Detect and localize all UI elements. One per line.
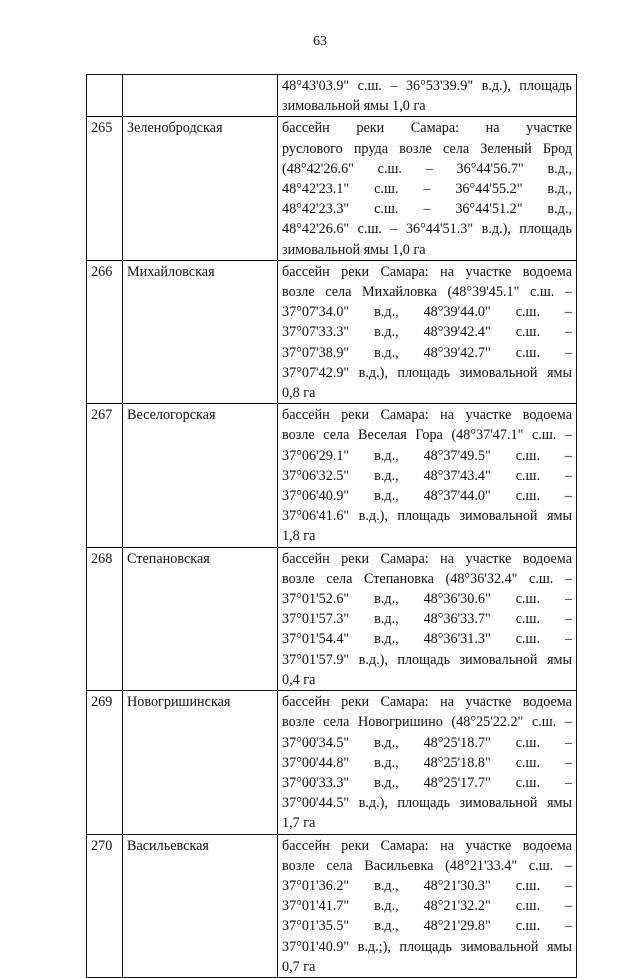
wintering-pits-table <box>86 74 577 978</box>
description-line: 37°07'38.9" в.д., 48°39'42.7" с.ш. – <box>282 344 572 361</box>
description-line: 37°01'54.4" в.д., 48°36'31.3" с.ш. – <box>282 631 572 648</box>
description-line: 1,8 га <box>282 528 316 545</box>
description-line: 37°07'34.0" в.д., 48°39'44.0" с.ш. – <box>282 304 572 321</box>
site-name: Зеленобродская <box>123 117 278 260</box>
description-line: 48°43'03.9" с.ш. – 36°53'39.9" в.д.), площадь <box>282 78 572 94</box>
row-number: 267 <box>87 404 123 547</box>
description-line: зимовальной ямы 1,0 га <box>282 98 426 115</box>
description-line: 48°42'23.3" с.ш. – 36°44'51.2" в.д., <box>282 201 572 218</box>
description-line: 0,7 га <box>282 958 316 975</box>
description-line: 37°06'32.5" в.д., 48°37'43.4" с.ш. – <box>282 467 572 484</box>
table-row <box>87 404 577 547</box>
site-name: Веселогорская <box>123 404 278 547</box>
description-line: возле села Веселая Гора (48°37'47.1" с.ш. – <box>282 427 572 444</box>
description-line: 37°00'44.8" в.д., 48°25'18.8" с.ш. – <box>282 754 572 771</box>
description-line: возле села Новогришино (48°25'22.2" с.ш. – <box>282 714 572 731</box>
description-line: бассейн реки Самара: на участке водоема <box>282 407 572 424</box>
table-row <box>87 75 577 117</box>
description-line: 37°01'40.9" в.д.;), площадь зимовальной ямы <box>282 938 572 955</box>
description-line: 37°01'36.2" в.д., 48°21'30.3" с.ш. – <box>282 877 572 894</box>
table-row <box>87 834 577 977</box>
description-line: 1,7 га <box>282 815 316 832</box>
site-description <box>278 75 577 117</box>
description-line: возле села Степановка (48°36'32.4" с.ш. – <box>282 570 572 587</box>
site-name: Степановская <box>123 547 278 690</box>
site-description <box>278 404 577 547</box>
site-description <box>278 691 577 834</box>
description-line: 48°42'23.1" с.ш. – 36°44'55.2" в.д., <box>282 181 572 198</box>
description-line: 37°01'52.6" в.д., 48°36'30.6" с.ш. – <box>282 591 572 608</box>
site-description <box>278 834 577 977</box>
description-line: возле села Васильевка (48°21'33.4" с.ш. – <box>282 857 572 874</box>
description-line: 37°01'57.9" в.д.), площадь зимовальной ямы <box>282 651 572 668</box>
description-line: 37°01'57.3" в.д., 48°36'33.7" с.ш. – <box>282 611 572 628</box>
description-line: 37°06'41.6" в.д.), площадь зимовальной ямы <box>282 508 572 525</box>
description-line: 37°06'40.9" в.д., 48°37'44.0" с.ш. – <box>282 488 572 505</box>
description-line: 37°06'29.1" в.д., 48°37'49.5" с.ш. – <box>282 447 572 464</box>
description-line: 37°07'42.9" в.д.), площадь зимовальной ямы <box>282 364 572 381</box>
description-line: 0,8 га <box>282 385 316 402</box>
description-line: бассейн реки Самара: на участке водоема <box>282 694 572 711</box>
description-line: 37°00'33.3" в.д., 48°25'17.7" с.ш. – <box>282 774 572 791</box>
description-line: 0,4 га <box>282 671 316 688</box>
row-number <box>87 75 123 117</box>
description-line: бассейн реки Самара: на участке водоема <box>282 550 572 567</box>
description-line: бассейн реки Самара: на участке водоема <box>282 263 572 280</box>
row-number: 269 <box>87 691 123 834</box>
table-row <box>87 260 577 403</box>
description-line: 37°00'34.5" в.д., 48°25'18.7" с.ш. – <box>282 734 572 751</box>
table-row <box>87 691 577 834</box>
table-row <box>87 117 577 260</box>
row-number: 268 <box>87 547 123 690</box>
page-number: 63 <box>313 34 327 49</box>
description-line: 48°42'26.6" с.ш. – 36°44'51.3" в.д.), площадь <box>282 221 572 238</box>
row-number: 265 <box>87 117 123 260</box>
site-description <box>278 260 577 403</box>
description-line: 37°07'33.3" в.д., 48°39'42.4" с.ш. – <box>282 324 572 341</box>
site-name: Васильевская <box>123 834 278 977</box>
site-description <box>278 547 577 690</box>
description-line: 37°00'44.5" в.д.), площадь зимовальной ямы <box>282 795 572 812</box>
row-number: 270 <box>87 834 123 977</box>
description-line: 37°01'41.7" в.д., 48°21'32.2" с.ш. – <box>282 898 572 915</box>
description-line: бассейн реки Самара: на участке водоема <box>282 837 572 854</box>
table-body <box>87 75 577 978</box>
description-line: зимовальной ямы 1,0 га <box>282 241 426 258</box>
site-description <box>278 117 577 260</box>
description-line: руслового пруда возле села Зеленый Брод <box>282 140 572 157</box>
description-line: бассейн реки Самара: на участке <box>282 120 572 137</box>
site-name <box>123 75 278 117</box>
table-row <box>87 547 577 690</box>
description-line: (48°42'26.6" с.ш. – 36°44'56.7" в.д., <box>282 160 572 177</box>
site-name: Новогришинская <box>123 691 278 834</box>
description-line: возле села Михайловка (48°39'45.1" с.ш. – <box>282 284 572 301</box>
site-name: Михайловская <box>123 260 278 403</box>
description-line: 37°01'35.5" в.д., 48°21'29.8" с.ш. – <box>282 918 572 935</box>
row-number: 266 <box>87 260 123 403</box>
